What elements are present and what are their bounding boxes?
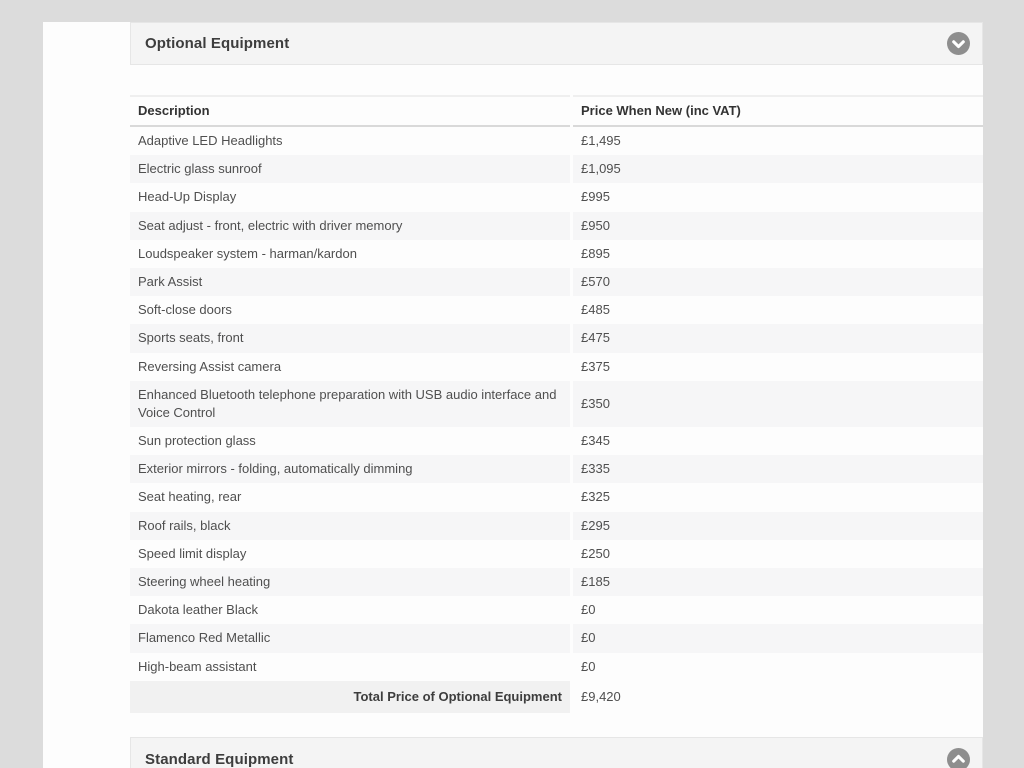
description-cell: Reversing Assist camera bbox=[138, 358, 282, 374]
total-value: £9,420 bbox=[581, 688, 621, 704]
table-row bbox=[130, 353, 983, 381]
price-cell: £295 bbox=[573, 512, 983, 540]
price-cell: £335 bbox=[573, 455, 983, 483]
description-cell: Seat adjust - front, electric with driver memory bbox=[130, 212, 570, 240]
price-cell: £0 bbox=[573, 624, 983, 652]
table-row bbox=[130, 568, 983, 596]
standard-equipment-header[interactable] bbox=[130, 737, 983, 768]
chevron-up-icon[interactable] bbox=[947, 748, 970, 768]
table-row bbox=[130, 155, 983, 183]
table-row bbox=[130, 483, 983, 511]
description-cell: Enhanced Bluetooth telephone preparation with USB audio interface and Voice Control bbox=[130, 381, 570, 427]
description-cell: High-beam assistant bbox=[138, 658, 257, 674]
description-cell: Exterior mirrors - folding, automatically dimming bbox=[130, 455, 570, 483]
description-column-header: Description bbox=[130, 95, 570, 127]
table-row bbox=[130, 240, 983, 268]
table-row bbox=[130, 596, 983, 624]
content-panel bbox=[43, 22, 983, 768]
optional-equipment-title: Optional Equipment bbox=[145, 35, 290, 52]
price-cell: £350 bbox=[573, 381, 983, 427]
table-row bbox=[130, 381, 983, 427]
description-cell: Dakota leather Black bbox=[138, 602, 258, 618]
table-row bbox=[130, 324, 983, 352]
table-row bbox=[130, 455, 983, 483]
chevron-down-icon[interactable] bbox=[947, 32, 970, 55]
optional-equipment-header[interactable] bbox=[130, 22, 983, 65]
price-cell: £995 bbox=[581, 189, 610, 205]
description-cell: Electric glass sunroof bbox=[130, 155, 570, 183]
table-row bbox=[130, 540, 983, 568]
price-cell: £570 bbox=[573, 268, 983, 296]
total-label: Total Price of Optional Equipment bbox=[130, 681, 570, 713]
price-cell: £1,095 bbox=[573, 155, 983, 183]
price-cell: £0 bbox=[581, 602, 596, 618]
description-cell: Speed limit display bbox=[138, 545, 247, 561]
description-cell: Soft-close doors bbox=[138, 302, 232, 318]
price-cell: £1,495 bbox=[581, 133, 621, 148]
description-cell: Seat heating, rear bbox=[138, 489, 242, 505]
table-row bbox=[130, 127, 983, 155]
equipment-table-body bbox=[130, 127, 983, 681]
price-cell: £485 bbox=[581, 302, 610, 318]
price-cell: £475 bbox=[573, 324, 983, 352]
table-row bbox=[130, 183, 983, 211]
price-cell: £185 bbox=[573, 568, 983, 596]
price-cell: £0 bbox=[581, 658, 596, 674]
table-row bbox=[130, 296, 983, 324]
description-cell: Park Assist bbox=[130, 268, 570, 296]
table-row bbox=[130, 212, 983, 240]
standard-equipment-title: Standard Equipment bbox=[145, 750, 294, 768]
price-cell: £325 bbox=[581, 489, 610, 505]
description-cell: Sports seats, front bbox=[130, 324, 570, 352]
total-row bbox=[130, 681, 983, 713]
price-cell: £375 bbox=[581, 358, 610, 374]
description-cell: Sun protection glass bbox=[138, 433, 256, 449]
optional-equipment-table bbox=[127, 95, 986, 713]
price-cell: £950 bbox=[573, 212, 983, 240]
price-column-header: Price When New (inc VAT) bbox=[573, 95, 983, 127]
description-cell: Head-Up Display bbox=[138, 189, 237, 205]
description-cell: Steering wheel heating bbox=[130, 568, 570, 596]
price-cell: £345 bbox=[581, 433, 610, 449]
table-row bbox=[130, 624, 983, 652]
description-cell: Flamenco Red Metallic bbox=[130, 624, 570, 652]
table-header-row bbox=[130, 95, 983, 127]
description-cell: Roof rails, black bbox=[130, 512, 570, 540]
table-row bbox=[130, 653, 983, 681]
description-cell: Loudspeaker system - harman/kardon bbox=[138, 245, 357, 261]
price-cell: £250 bbox=[581, 545, 610, 561]
table-row bbox=[130, 512, 983, 540]
table-row bbox=[130, 268, 983, 296]
price-cell: £895 bbox=[581, 245, 610, 261]
table-row bbox=[130, 427, 983, 455]
equipment-sections-container bbox=[130, 22, 983, 768]
description-cell: Adaptive LED Headlights bbox=[138, 133, 283, 148]
